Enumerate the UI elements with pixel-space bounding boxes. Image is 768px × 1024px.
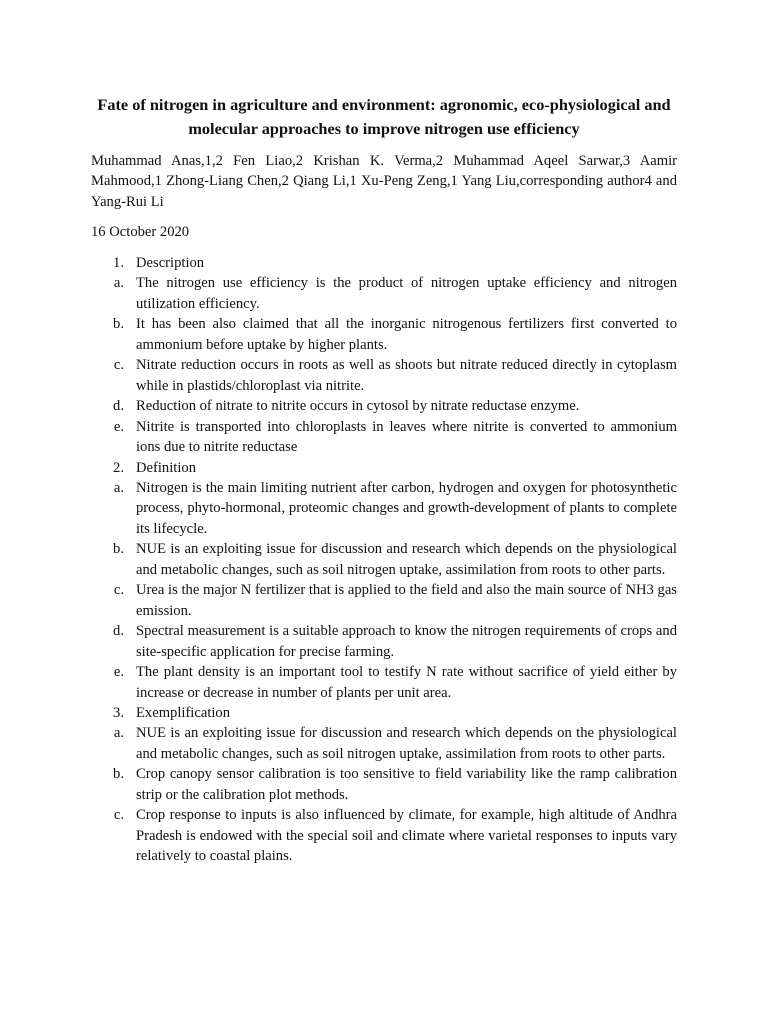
list-item	[0, 539, 768, 580]
list-item	[0, 396, 768, 416]
item-marker: b.	[113, 316, 124, 333]
item-text: Nitrogen is the main limiting nutrient after carbon, hydrogen and oxygen for photosynthetic process, phyto-hormonal, proteomic changes and growth-development of plants to complete its lifecycle.	[136, 479, 677, 537]
item-marker: c.	[113, 807, 124, 824]
list-item	[0, 764, 768, 805]
item-text: It has been also claimed that all the inorganic nitrogenous fertilizers first converted to ammonium before uptake by higher plants.	[136, 316, 677, 353]
list-item	[0, 723, 768, 764]
item-marker: c.	[113, 357, 124, 374]
item-text: NUE is an exploiting issue for discussion and research which depends on the physiological and metabolic changes, such as soil nitrogen uptake, assimilation from roots to other parts.	[136, 541, 677, 578]
item-text: Crop response to inputs is also influenced by climate, for example, high altitude of Andhra Pradesh is endowed with the special soil and climate where varietal responses to inputs vary relatively to coastal plains.	[136, 807, 677, 865]
item-marker: b.	[113, 766, 124, 783]
item-marker: e.	[113, 664, 124, 681]
section-heading: Exemplification	[136, 704, 231, 721]
list-item	[0, 662, 768, 703]
section-number: 2.	[113, 459, 124, 476]
list-item	[0, 580, 768, 621]
item-text: Nitrite is transported into chloroplasts in leaves where nitrite is converted to ammonium ions due to nitrite reductase	[136, 418, 677, 456]
item-marker: a.	[113, 275, 124, 292]
item-text: NUE is an exploiting issue for discussion and research which depends on the physiological and metabolic changes, such as soil nitrogen uptake, assimilation from roots to other parts.	[136, 725, 677, 762]
list-item	[0, 273, 768, 314]
author-list: Muhammad Anas,1,2 Fen Liao,2 Krishan K. Verma,2 Muhammad Aqeel Sarwar,3 Aamir Mahmood,1 Zhong-Liang Chen,2 Qiang Li,1 Xu-Peng Zeng,1 Yang Liu,corresponding author4 and Yang-Rui Li	[91, 153, 677, 210]
item-text: Nitrate reduction occurs in roots as well as shoots but nitrate reduced directly in cytoplasm while in plastids/chloroplast via nitrite.	[136, 357, 677, 394]
section-heading-exemplification	[0, 703, 768, 723]
item-text: Spectral measurement is a suitable approach to know the nitrogen requirements of crops and site-specific application for precise farming.	[136, 623, 677, 660]
item-marker: c.	[113, 582, 124, 599]
list-item	[0, 314, 768, 355]
item-text: Urea is the major N fertilizer that is applied to the field and also the main source of NH3 gas emission.	[136, 582, 677, 619]
section-number: 3.	[113, 704, 124, 721]
section-heading: Definition	[136, 459, 196, 476]
item-marker: a.	[113, 725, 124, 742]
list-item	[0, 805, 768, 866]
list-item	[0, 478, 768, 539]
item-marker: d.	[113, 623, 124, 640]
item-marker: b.	[113, 541, 124, 558]
section-number: 1.	[113, 255, 124, 271]
item-marker: d.	[113, 398, 124, 415]
section-heading-definition	[0, 458, 768, 478]
section-heading-description	[0, 253, 768, 273]
publication-date: 16 October 2020	[91, 224, 190, 240]
item-text: The nitrogen use efficiency is the product of nitrogen uptake efficiency and nitrogen utilization efficiency.	[136, 275, 677, 312]
section-heading: Description	[136, 255, 205, 271]
item-text: The plant density is an important tool to testify N rate without sacrifice of yield either by increase or decrease in number of plants per unit area.	[136, 664, 677, 701]
content-list	[0, 253, 768, 867]
item-text: Reduction of nitrate to nitrite occurs in cytosol by nitrate reductase enzyme.	[136, 398, 580, 415]
item-marker: e.	[113, 418, 124, 435]
document-title: Fate of nitrogen in agriculture and environment: agronomic, eco-physiological and molecular approaches to improve nitrogen use efficiency	[97, 95, 671, 138]
list-item	[0, 355, 768, 396]
item-text: Crop canopy sensor calibration is too sensitive to field variability like the ramp calibration strip or the calibration plot methods.	[136, 766, 677, 803]
list-item	[0, 621, 768, 662]
list-item	[0, 417, 768, 458]
item-marker: a.	[113, 479, 124, 496]
